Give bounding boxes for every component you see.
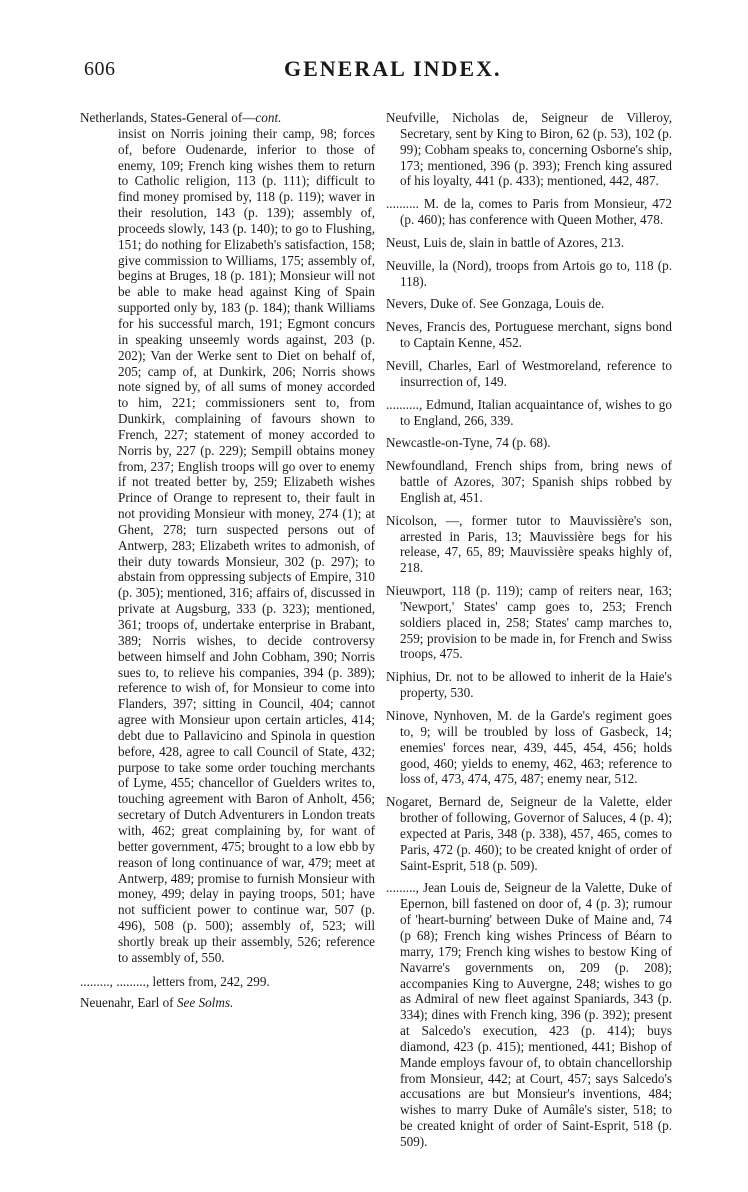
cont-marker: cont. (255, 110, 282, 125)
index-entry: .......... M. de la, comes to Paris from Monsieur, 472 (p. 460); has conference with Queen Mother, 478. (386, 196, 672, 228)
index-entry: Newfoundland, French ships from, bring news of battle of Azores, 307; Spanish ships robbed by English at, 451. (386, 458, 672, 505)
index-entry-netherlands (80, 110, 375, 966)
index-entry: Nevers, Duke of. See Gonzaga, Louis de. (386, 296, 605, 312)
index-entry: Niphius, Dr. not to be allowed to inherit de la Haie's property, 530. (386, 669, 672, 701)
right-column (386, 110, 672, 1157)
index-entry: Nieuwport, 118 (p. 119); camp of reiters near, 163; 'Newport,' States' camp goes to, 253; French soldiers placed in, 258; States' camp marches to, 259; provision to be made in, for French and Swiss troops, 475. (386, 583, 672, 662)
index-entry-neuenahr (80, 995, 375, 1011)
index-entry: Neust, Luis de, slain in battle of Azores, 213. (386, 234, 625, 250)
entry-text: Neuenahr, Earl of (80, 995, 174, 1011)
entry-heading-text: Netherlands, States-General of— (80, 110, 256, 125)
index-entry: Neves, Francis des, Portuguese merchant, signs bond to Captain Kenne, 452. (386, 319, 672, 351)
index-entry: ........., Jean Louis de, Seigneur de la Valette, Duke of Epernon, bill fastened on door of, 4 (p. 3); rumour of 'heart-burning' between Duke of Maine and, 74 (p 68); French king wishes Princess of Béarn to marry, 179; French king wishes to bestow King of Navarre's governments on, 209 (p. 208); accompanies King to Auvergne, 248; wishes to go as Admiral of new fleet against Spaniards, 343 (p. 334); dines with French king, 396 (p. 392); present at Salcedo's execution, 423 (p. 414); buys diamond, 423 (p. 415); mentioned, 441; Bishop of Mande employs favour of, to obtain chancellorship from Monsieur, 442; at Court, 457; says Salcedo's accusations are but Monsieur's inventions, 484; wishes to marry Duke of Aumâle's sister, 518; to be created knight of order of Saint-Esprit, 518 (p. 509). (386, 880, 672, 1149)
index-entry-letters: ........., ........., letters from, 242, 299. (80, 973, 270, 989)
index-entry: Nicolson, —, former tutor to Mauvissière's son, arrested in Paris, 13; Mauvissière begs for his release, 47, 65, 89; Mauvissière speaks highly of, 218. (386, 512, 672, 576)
entry-heading (80, 110, 375, 126)
index-entry: Newcastle-on-Tyne, 74 (p. 68). (386, 435, 551, 451)
spacer (80, 966, 375, 974)
entry-body: insist on Norris joining their camp, 98; forces of, before Oudenarde, inferior to those of enemy, 109; French king wishes them to return to Catholic religion, 113 (p. 111); difficult to find money promised by, 118 (p. 119); waver in their resolution, 143 (p. 139); assembly of, proceeds slowly, 143 (p. 140); to go to Flushing, 151; do nothing for Elizabeth's satisfaction, 158; give commission to Williams, 175; assembly of, begins at Bruges, 18 (p. 181); Monsieur will not be able to make head against King of Spain supported only by, 183 (p. 184); thank Williams for his successful march, 191; Egmont concurs in speaking unseemly words against, 203 (p. 202); Van der Werke sent to Diet on behalf of, 205; camp of, at Dunkirk, 206; Norris shows note signed by, of all sums of money accorded to him, 221; commissioners sent to, from Dunkirk, complaining of favours shown to French, 227; statement of money accorded to Norris by, 227 (p. 229); Sempill obtains money from, 237; English troops will go over to enemy if not treated better by, 259; Elizabeth wishes Prince of Orange to represent to, their fault in not providing Monsieur with money, 274 (1); at Ghent, 278; turn suspected persons out of Antwerp, 283; Elizabeth writes to admonish, of their duty towards Monsieur, 302 (p. 297); to abstain from oppressing subjects of Empire, 310 (p. 305); mentioned, 316; affairs of, discussed in private at Augsburg, 333 (p. 323); mentioned, 361; troops of, undertake enterprise in Brabant, 389; Norris wishes, to decide controversy between himself and John Cobham, 390; Norris sues to, to relieve his companies, 394 (p. 389); reference to wish of, for Monsieur to come into Flanders, 397; sitting in Council, 404; cannot agree with Monsieur upon certain articles, 414; debt due to Pallavicino and Spinola in question before, 428, agree to call Council of State, 432; purpose to take some order touching merchants of Lyme, 455; chancellor of Guelders writes to, touching agreement with Baron of Anholt, 456; secretary of Dutch Adventurers in London treats with, 462; great complaining by, for want of better government, 475; brought to a low ebb by reason of long continuance of war, 479; meet at Antwerp, 489; promise to furnish Monsieur with money, 499; delay in paying troops, 501; have not sufficient power to continue war, 507 (p. 496), 508 (p. 500); assembly of, 523; will shortly break up their assembly, 526; reference to assembly of, 550. (118, 125, 375, 965)
page-number: 606 (84, 58, 116, 80)
index-entry: Nevill, Charles, Earl of Westmoreland, reference to insurrection of, 149. (386, 357, 672, 389)
left-column (80, 110, 375, 1017)
index-entry: Neufville, Nicholas de, Seigneur de Villeroy, Secretary, sent by King to Biron, 62 (p. 53), 102 (p. 99); Cobham speaks to, concerning Osborne's ship, 173; mentioned, 396 (p. 393); French king assured of his loyalty, 441 (p. 433); mentioned, 442, 487. (386, 110, 673, 189)
index-entry: Neuville, la (Nord), troops from Artois go to, 118 (p. 118). (386, 257, 672, 289)
index-entry: Nogaret, Bernard de, Seigneur de la Valette, elder brother of following, Governor of Saluces, 4 (p. 4); expected at Paris, 348 (p. 338), 457, 465, comes to Paris, 472 (p. 460); to be created knight of order of Saint-Esprit, 518 (p. 509). (386, 794, 672, 873)
index-entry: Ninove, Nynhoven, M. de la Garde's regiment goes to, 9; will be troubled by loss of Gasbeck, 14; enemies' forces near, 439, 445, 454, 456; holds good, 460; yields to enemy, 462, 463; reference to loss of, 473, 474, 475, 487; enemy near, 512. (386, 708, 672, 787)
see-reference: See Solms. (176, 995, 234, 1011)
page-title: GENERAL INDEX. (284, 56, 502, 81)
index-entry: .........., Edmund, Italian acquaintance of, wishes to go to England, 266, 339. (386, 396, 672, 428)
